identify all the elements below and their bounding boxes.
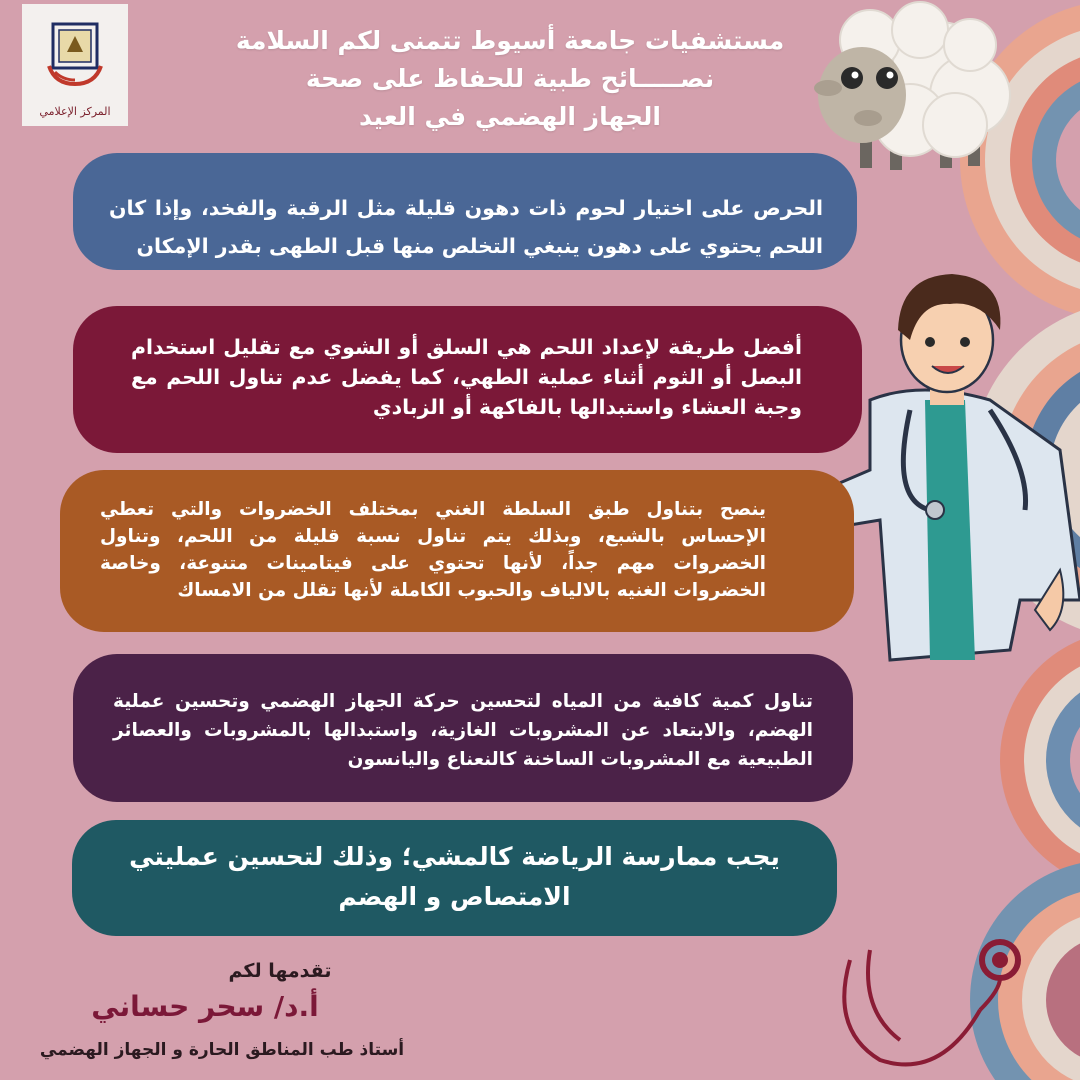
tip-text-2: أفضل طريقة لإعداد اللحم هي السلق أو الشوي مع تقليل استخدام البصل أو الثوم أثناء عملية الطهي، كما يفضل عدم تناول اللحم مع وجبة العشاء واستبدالها بالفاكهة أو الزبادي: [131, 335, 802, 419]
tip-text-1: الحرص على اختيار لحوم ذات دهون قليلة مثل الرقبة والفخد، وإذا كان اللحم يحتوي على دهون ينبغي التخلص منها قبل الطهى بقدر الإمكان: [109, 196, 823, 258]
tip-card-5: [72, 820, 837, 936]
tip-text-4: تناول كمية كافية من المياه لتحسين حركة الجهاز الهضمي وتحسين عملية الهضم، والابتعاد عن المشروبات الغازية، واستبدالها بالمشروبات والعصائر الطبيعية مع المشروبات الساخنة كالنعناع واليانسون: [113, 691, 813, 770]
title-line-3: الجهاز الهضمي في العيد: [359, 102, 661, 131]
presenter-role: أستاذ طب المناطق الحارة و الجهاز الهضمي: [39, 1040, 405, 1060]
tip-card-2: [73, 306, 862, 453]
title-line-1: مستشفيات جامعة أسيوط تتمنى لكم السلامة: [235, 26, 785, 55]
logo-emblem-icon: [45, 22, 105, 88]
university-logo: [22, 4, 128, 126]
logo-caption: المركز الإعلامي: [39, 105, 111, 118]
tip-card-3: [60, 470, 854, 632]
sheep-illustration: [790, 0, 1020, 180]
tip-text-3: ينصح بتناول طبق السلطة الغني بمختلف الخضروات والتي تعطي الإحساس بالشبع، وبذلك يتم تناول نسبة قليلة من اللحم، وتناول الخضروات مهم جداً، لأنها تحتوي على فيتامينات متنوعة، وخاصة الخضروات الغنيه بالالياف والحبوب الكاملة لأنها تقلل من الامساك: [100, 499, 766, 601]
presenter-intro: تقدمها لكم: [228, 960, 332, 982]
tip-text-5: يجب ممارسة الرياضة كالمشي؛ وذلك لتحسين عمليتي الامتصاص و الهضم: [129, 842, 780, 911]
title-line-2: نصـــــائح طبية للحفاظ على صحة: [305, 64, 715, 93]
tip-card-4: [73, 654, 853, 802]
tip-card-1: [73, 153, 857, 270]
stethoscope-icon: [830, 930, 1030, 1080]
presenter-name: أ.د/ سحر حساني: [91, 990, 319, 1023]
page-title: [200, 22, 820, 136]
